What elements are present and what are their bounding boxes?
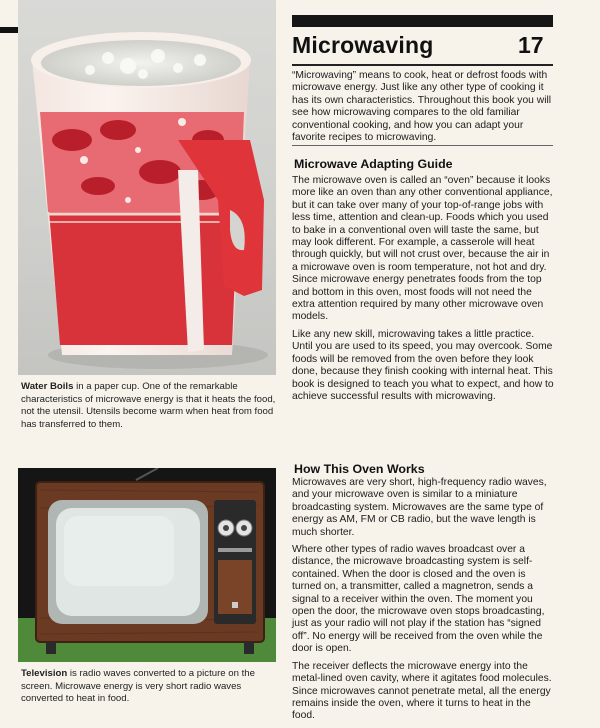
how-it-works-paragraph: Where other types of radio waves broadcast over a distance, the microwave broadcasting system is self-contained. When the door is closed and the oven is turned on, a transmitter, called a magnetron, sends a signal to a receiver within the oven. The moment you open the door, the microwave oven stops broadcasting, just as your radio will not play if the station has “signed off”. No energy will be received from the oven while the door is open.: [292, 544, 545, 655]
caption-water-boils-text: in a paper cup. One of the remarkable characteristics of microwave energy is that it heats the food, not the utensil. Utensils become warm when heat from food has transferred to them.: [21, 381, 276, 430]
section-heading-adapting-guide: Microwave Adapting Guide: [294, 157, 453, 171]
caption-television: [21, 668, 279, 706]
caption-television-lead: Television: [21, 668, 68, 679]
photo-television: [18, 468, 276, 662]
page-number: 17: [518, 32, 544, 58]
intro-rule: [292, 145, 553, 146]
paper-cup-illustration: [18, 0, 276, 375]
photo-water-boiling-cup: [18, 0, 276, 375]
adapting-guide-paragraph: Like any new skill, microwaving takes a little practice. Until you are used to its speed, you may overcook. Some foods will be removed from the oven before they look done, because they finish cooking with internal heat. This book is designed to teach you what to expect, and how to achieve successful results with microwaving.: [292, 328, 554, 402]
caption-water-boils: [21, 381, 279, 431]
section-heading-how-oven-works: How This Oven Works: [294, 462, 425, 476]
caption-water-boils-lead: Water Boils: [21, 381, 74, 392]
section-body-adapting-guide: [292, 175, 555, 408]
title-rule: [292, 64, 553, 66]
intro-paragraph: “Microwaving” means to cook, heat or defrost foods with microwave energy. Just like any other type of cooking it has its own characteristics. Throughout this book you will see how microwaving compares to the old familiar conventional cooking, and how you can adapt your favorite recipes to microwaving.: [292, 70, 552, 144]
caption-television-text: is radio waves converted to a picture on the screen. Microwave energy is very short radio waves converted to heat in food.: [21, 668, 255, 705]
how-it-works-paragraph: The receiver deflects the microwave energy into the metal-lined oven cavity, where it agitates food molecules. Since microwaves cannot penetrate metal, all the energy remains inside the oven, where it turns to heat in the food.: [292, 660, 552, 722]
how-it-works-paragraph: Microwaves are very short, high-frequency radio waves, and your microwave oven is similar to a miniature broadcasting system. Microwaves are the same type of energy as AM, FM or CB radio, but the wave length is much shorter.: [292, 477, 547, 538]
header-bar: [292, 15, 553, 27]
adapting-guide-paragraph: The microwave oven is called an “oven” because it looks more like an oven than any other conventional appliance, but it can take over many of your top-of-range jobs with less time, attention and clean-up. Foods which you used to bake in a conventional oven will taste the same, but may look different. For example, a casserole will heat through quickly, but will not crust over, because the air in a microwave oven is room temperature, not hot and dry. Since microwave energy penetrates foods from the top and bottom in this oven, most foods will not need the extra attention required by many other microwave oven models.: [292, 175, 553, 323]
section-body-how-oven-works: [292, 477, 555, 728]
edge-mark: [0, 27, 18, 33]
page-title: Microwaving: [292, 32, 434, 58]
television-illustration: [18, 468, 276, 662]
